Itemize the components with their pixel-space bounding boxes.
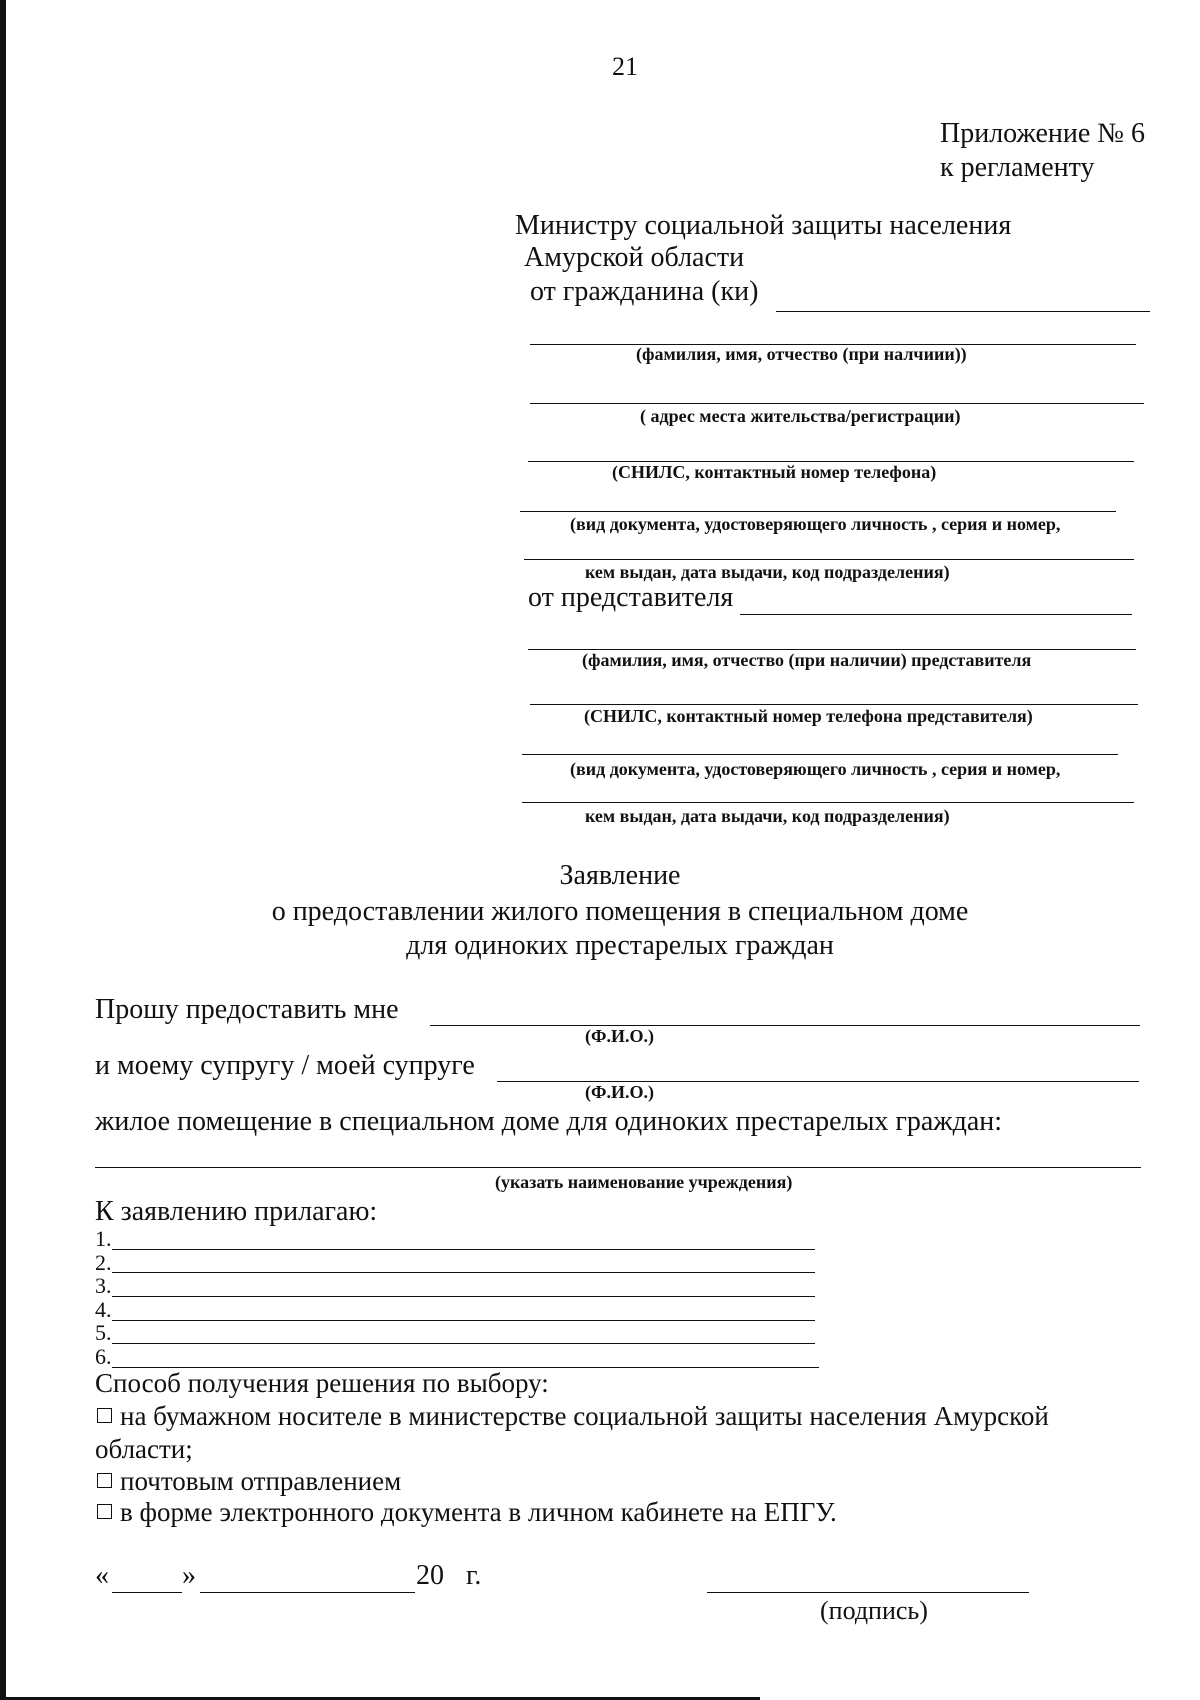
date-month-field[interactable] [200,1592,415,1593]
request-label: Прошу предоставить мне [95,994,399,1025]
date-open-quote: « [95,1560,109,1591]
attach-item-4: 4. [95,1297,112,1322]
option-paper-cont: области; [95,1434,193,1464]
institution-field[interactable] [95,1167,1141,1168]
option-epgu[interactable] [97,1497,837,1528]
attach-label: К заявлению прилагаю: [95,1196,378,1227]
hint-address: ( адрес места жительства/регистрации) [640,406,961,426]
option-paper[interactable] [97,1401,1049,1432]
attach-field-5[interactable] [112,1343,815,1344]
hint-doc-2: кем выдан, дата выдачи, код подразделения) [585,562,950,582]
rep-name-field[interactable] [740,614,1132,615]
statement-title: Заявление [559,860,681,891]
hint-rep-doc-1: (вид документа, удостоверяющего личность , серия и номер, [570,759,1061,779]
rep-snils-field[interactable] [530,704,1138,705]
page-left-border [0,0,6,1700]
citizen-name-field[interactable] [776,311,1150,312]
fio-hint-2: (Ф.И.О.) [585,1082,654,1102]
page-number: 21 [612,52,638,81]
attach-item-3: 3. [95,1273,112,1298]
attach-field-4[interactable] [112,1320,815,1321]
rep-doc-field-2[interactable] [522,802,1134,803]
statement-subtitle-2: для одиноких престарелых граждан [406,930,834,961]
statement-subtitle-1: о предоставлении жилого помещения в специальном доме [271,896,969,927]
citizen-doc-field[interactable] [520,511,1116,512]
attach-item-6: 6. [95,1344,112,1369]
option-post[interactable] [97,1466,401,1497]
checkbox-paper[interactable] [97,1408,112,1423]
date-close-quote: » [182,1560,196,1591]
addressee-line1: Министру социальной защиты населения [515,210,1012,241]
hint-fio: (фамилия, имя, отчество (при налчиии)) [636,344,967,364]
option-epgu-label: в форме электронного документа в личном кабинете на ЕПГУ. [120,1497,837,1527]
hint-rep-doc-2: кем выдан, дата выдачи, код подразделения) [585,806,950,826]
housing-text: жилое помещение в специальном доме для одиноких престарелых граждан: [95,1106,1003,1137]
checkbox-epgu[interactable] [97,1504,112,1519]
applicant-fio-field[interactable] [430,1025,1140,1026]
addressee-line2: Амурской области [524,242,745,273]
from-rep-label: от представителя [528,582,734,613]
hint-doc-1: (вид документа, удостоверяющего личность , серия и номер, [570,514,1061,534]
option-paper-label: на бумажном носителе в министерстве социальной защиты населения Амурской [120,1401,1049,1431]
from-citizen-label: от гражданина (ки) [530,276,759,307]
hint-rep-fio: (фамилия, имя, отчество (при наличии) представителя [582,650,1032,670]
attach-field-2[interactable] [112,1272,815,1273]
rep-doc-field[interactable] [522,754,1118,755]
date-year-suffix: г. [466,1560,482,1591]
fio-hint-1: (Ф.И.О.) [585,1026,654,1046]
attach-item-1: 1. [95,1226,112,1251]
option-post-label: почтовым отправлением [120,1466,402,1496]
citizen-address-field[interactable] [530,403,1144,404]
signature-hint: (подпись) [820,1596,928,1625]
method-title: Способ получения решения по выбору: [95,1368,549,1398]
date-year-prefix: 20 [416,1560,444,1591]
date-day-field[interactable] [112,1592,182,1593]
attach-item-2: 2. [95,1250,112,1275]
signature-field[interactable] [707,1592,1029,1593]
attach-field-3[interactable] [112,1296,815,1297]
hint-snils: (СНИЛС, контактный номер телефона) [612,462,937,482]
appendix-subtitle: к регламенту [940,152,1095,183]
attach-field-1[interactable] [112,1249,815,1250]
hint-rep-snils: (СНИЛС, контактный номер телефона представителя) [584,706,1033,726]
spouse-label: и моему супругу / моей супруге [95,1050,475,1081]
appendix-title: Приложение № 6 [940,118,1145,149]
citizen-doc-field-2[interactable] [524,559,1134,560]
attach-item-5: 5. [95,1320,112,1345]
checkbox-post[interactable] [97,1473,112,1488]
institution-hint: (указать наименование учреждения) [495,1172,793,1192]
